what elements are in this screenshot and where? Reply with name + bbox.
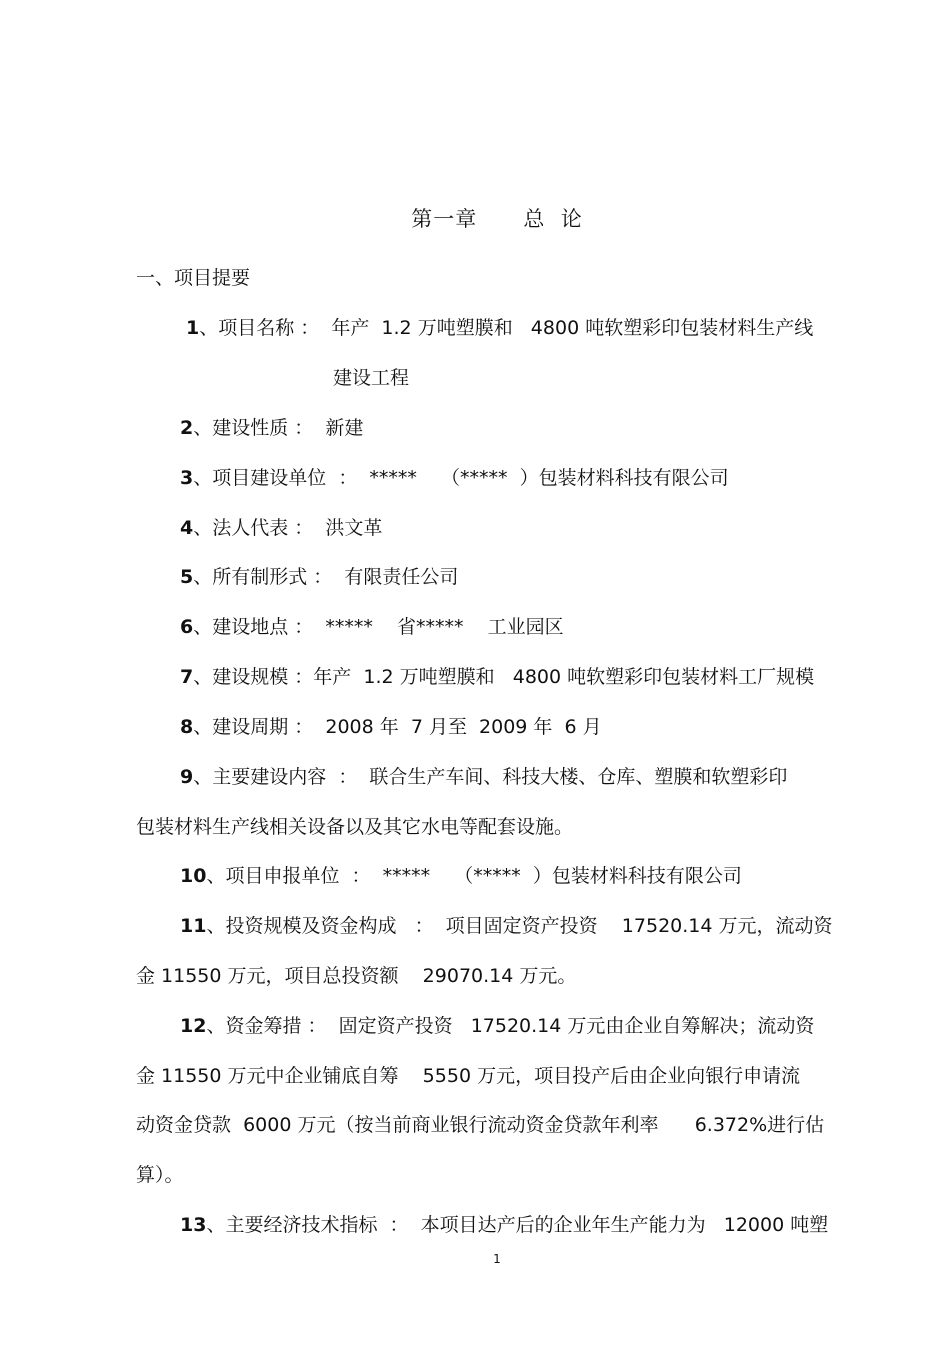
item-text: 、建设规模 ：年产 1.2 万吨塑膜和 4800 吨软塑彩印包装材料工厂规模 — [193, 666, 815, 688]
item-number: 10 — [180, 865, 207, 887]
list-item — [180, 862, 742, 890]
list-item — [180, 763, 787, 791]
list-item — [180, 613, 564, 641]
item-number: 9 — [180, 766, 194, 788]
item-number: 12 — [180, 1015, 207, 1037]
list-item-continuation: 建设工程 — [333, 367, 410, 389]
item-number: 11 — [180, 915, 207, 937]
list-item-continuation: 动资金贷款 6000 万元（按当前商业银行流动资金贷款年利率 6.372%进行估 — [136, 1114, 825, 1136]
section-heading: 一、项目提要 — [136, 267, 251, 289]
item-text: 、资金筹措 ： 固定资产投资 17520.14 万元由企业自筹解决；流动资 — [206, 1015, 815, 1037]
item-number: 4 — [180, 517, 194, 539]
list-item — [180, 663, 814, 691]
item-number: 1 — [186, 317, 200, 339]
list-item-continuation: 金 11550 万元，项目总投资额 29070.14 万元。 — [136, 965, 577, 987]
chapter-name: 总 论 — [523, 207, 583, 231]
list-item — [180, 1012, 814, 1040]
item-text: 、法人代表 ： 洪文革 — [193, 517, 383, 539]
list-item — [180, 1211, 828, 1239]
item-number: 6 — [180, 616, 194, 638]
page-number: 1 — [493, 1252, 501, 1266]
item-text: 、建设周期 ： 2008 年 7 月至 2009 年 6 月 — [193, 716, 602, 738]
list-item — [180, 414, 363, 442]
list-item — [180, 912, 833, 940]
item-text: 、项目申报单位 ： ***** （***** ）包装材料科技有限公司 — [206, 865, 742, 887]
list-item-continuation: 包装材料生产线相关设备以及其它水电等配套设施。 — [136, 816, 574, 838]
list-item — [180, 713, 602, 741]
list-item — [180, 514, 382, 542]
item-text: 、主要建设内容 ： 联合生产车间、科技大楼、仓库、塑膜和软塑彩印 — [193, 766, 788, 788]
item-text: 、建设性质 ： 新建 — [193, 417, 364, 439]
item-text: 、投资规模及资金构成 ： 项目固定资产投资 17520.14 万元，流动资 — [206, 915, 833, 937]
item-text: 、项目建设单位 ： ***** （***** ）包装材料科技有限公司 — [193, 467, 729, 489]
list-item — [180, 464, 729, 492]
chapter-number: 第一章 — [411, 207, 478, 231]
item-number: 13 — [180, 1214, 207, 1236]
item-number: 2 — [180, 417, 194, 439]
item-number: 5 — [180, 566, 194, 588]
list-item — [186, 314, 813, 342]
item-text: 、主要经济技术指标 ： 本项目达产后的企业年生产能力为 12000 吨塑 — [206, 1214, 829, 1236]
list-item — [180, 563, 458, 591]
list-item-continuation: 金 11550 万元中企业铺底自筹 5550 万元，项目投产后由企业向银行申请流 — [136, 1065, 801, 1087]
list-item-continuation: 算）。 — [136, 1164, 184, 1186]
item-number: 3 — [180, 467, 194, 489]
item-text: 、建设地点 ： ***** 省***** 工业园区 — [193, 616, 564, 638]
item-text: 、项目名称 ： 年产 1.2 万吨塑膜和 4800 吨软塑彩印包装材料生产线 — [199, 317, 814, 339]
item-text: 、所有制形式 ： 有限责任公司 — [193, 566, 459, 588]
chapter-title — [0, 203, 950, 233]
item-number: 8 — [180, 716, 194, 738]
item-number: 7 — [180, 666, 194, 688]
